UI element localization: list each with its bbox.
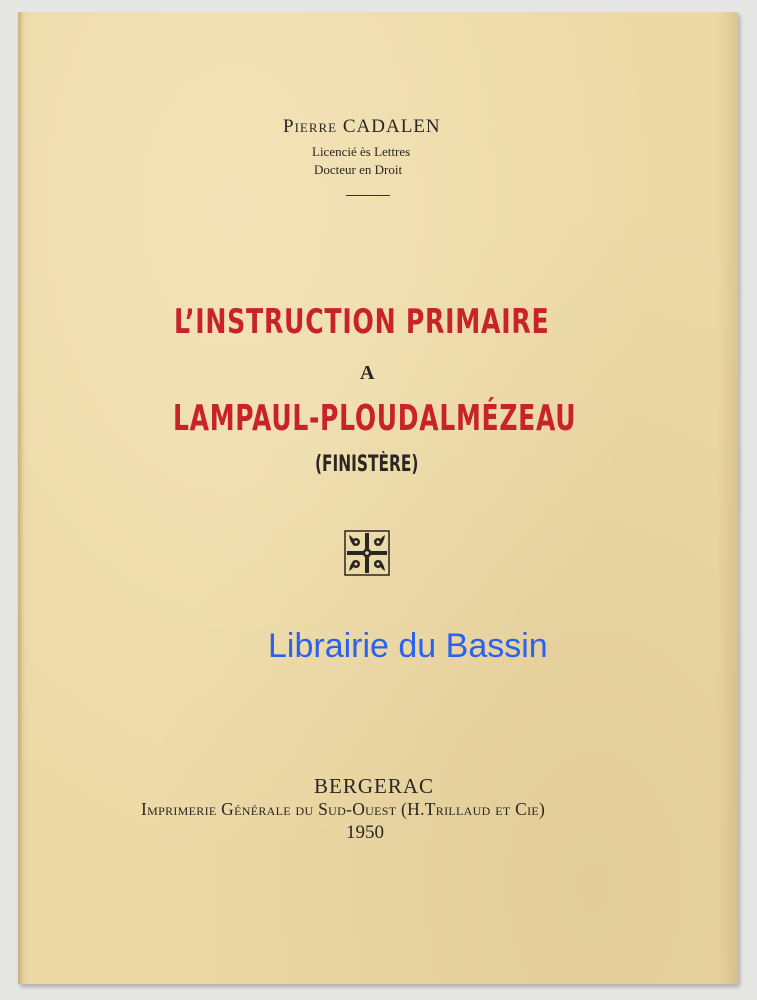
printer-name: Imprimerie Générale du Sud-Ouest (H.Trillaud et Cie) xyxy=(141,799,546,819)
cover-edge-shadow xyxy=(18,12,24,984)
divider-rule xyxy=(346,195,390,196)
title-line-3: LAMPAUL-PLOUDALMÉZEAU xyxy=(173,398,577,439)
title-line-1: L’INSTRUCTION PRIMAIRE xyxy=(174,302,550,342)
publication-year: 1950 xyxy=(346,822,384,843)
publication-place: BERGERAC xyxy=(314,774,435,798)
book-cover xyxy=(18,12,738,984)
title-line-4: (FINISTÈRE) xyxy=(315,452,419,477)
credential-law: Docteur en Droit xyxy=(314,162,403,177)
title-line-2: A xyxy=(360,362,375,384)
author-name: Pierre CADALEN xyxy=(283,116,441,137)
bookseller-watermark: Librairie du Bassin xyxy=(268,627,548,665)
floral-ornament-icon xyxy=(344,530,390,576)
credential-letters: Licencié ès Lettres xyxy=(312,144,411,159)
